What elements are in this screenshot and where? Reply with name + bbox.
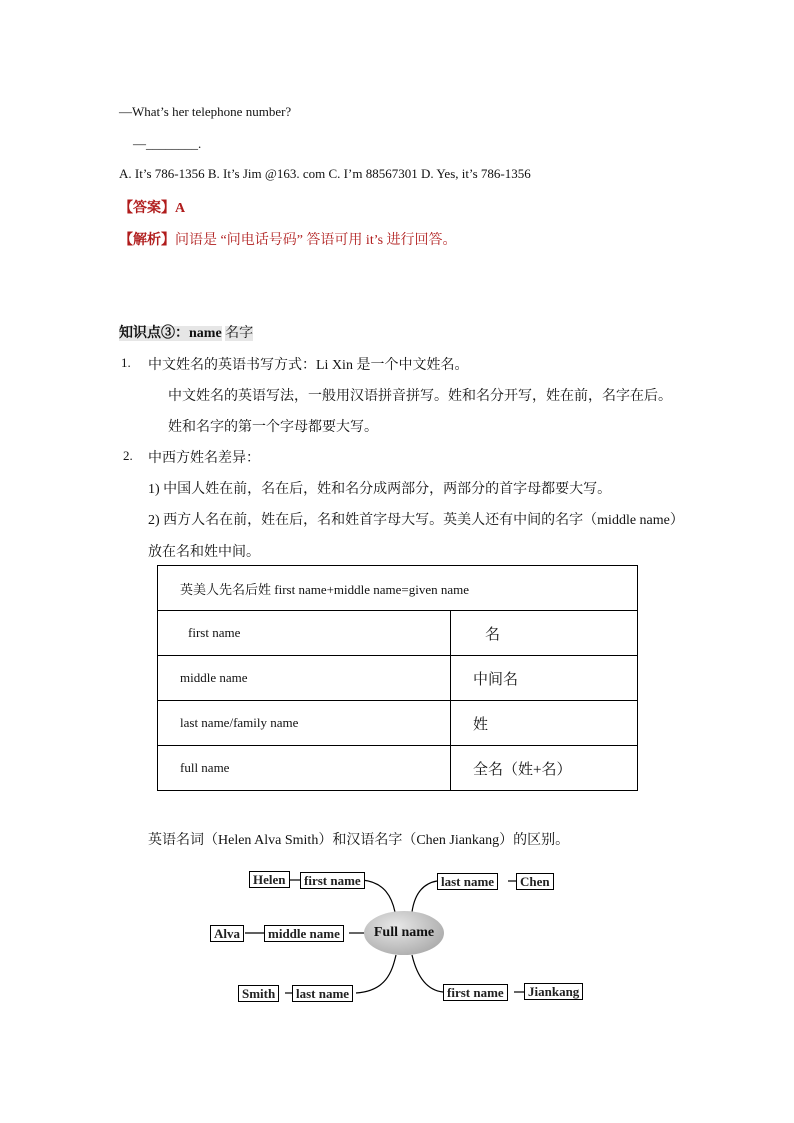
connector-line	[412, 955, 443, 992]
diagram-name-chen: Chen	[516, 873, 554, 890]
item-1-sub-a: 中文姓名的英语写法，一般用汉语拼音拼写。姓和名分开写，姓在前，名字在后。	[168, 389, 672, 404]
diagram-role-last-name-right: last name	[437, 873, 498, 890]
diagram-role-last-name: last name	[292, 985, 353, 1002]
analysis-text: 问语是 “问电话号码” 答语可用 it’s 进行回答。	[175, 233, 457, 248]
knowledge-heading-prefix: 知识点③：name	[119, 326, 222, 341]
table-cell-en: full name	[158, 746, 451, 791]
connector-line	[362, 880, 395, 912]
answer-value: A	[175, 201, 186, 216]
diagram-name-smith: Smith	[238, 985, 279, 1002]
knowledge-heading-suffix: 名字	[225, 326, 254, 341]
item-1-number: 1.	[121, 355, 131, 370]
table-header-cell: 英美人先名后姓 first name+middle name=given name	[158, 566, 638, 611]
table-cell-cn: 名	[451, 611, 638, 656]
table-cell-en: first name	[158, 611, 451, 656]
item-2-sub-c: 放在名和姓中间。	[148, 545, 260, 560]
analysis-label: 【解析】	[119, 233, 175, 248]
diagram-caption: 英语名词（Helen Alva Smith）和汉语名字（Chen Jiankang）的区别。	[148, 833, 570, 848]
table-cell-cn: 姓	[451, 701, 638, 746]
connector-line	[412, 881, 437, 912]
item-2-sub-a: 1) 中国人姓在前，名在后，姓和名分成两部分，两部分的首字母都要大写。	[148, 482, 612, 497]
table-cell-cn: 全名（姓+名）	[451, 746, 638, 791]
item-2-number: 2.	[123, 448, 133, 463]
table-cell-en: middle name	[158, 656, 451, 701]
question-blank: —________.	[133, 136, 202, 151]
diagram-center-full-name: Full name	[364, 911, 444, 955]
diagram-name-helen: Helen	[249, 871, 290, 888]
item-2-sub-b: 2) 西方人名在前，姓在后，名和姓首字母大写。英美人还有中间的名字（middle name）	[148, 513, 684, 528]
table-cell-cn: 中间名	[451, 656, 638, 701]
item-2-text: 中西方姓名差异：	[148, 451, 260, 466]
diagram-role-first-name-right: first name	[443, 984, 508, 1001]
diagram-name-alva: Alva	[210, 925, 244, 942]
diagram-name-jiankang: Jiankang	[524, 983, 583, 1000]
answer-label: 【答案】	[119, 201, 175, 216]
diagram-role-first-name: first name	[300, 872, 365, 889]
item-1-sub-b: 姓和名字的第一个字母都要大写。	[168, 420, 378, 435]
question-options: A. It’s 786-1356 B. It’s Jim @163. com C. I’m 88567301 D. Yes, it’s 786-1356	[119, 166, 531, 181]
diagram-role-middle-name: middle name	[264, 925, 344, 942]
connector-line	[356, 955, 396, 993]
question-prompt: —What’s her telephone number?	[119, 104, 292, 119]
item-1-text: 中文姓名的英语书写方式：Li Xin 是一个中文姓名。	[148, 358, 469, 373]
table-cell-en: last name/family name	[158, 701, 451, 746]
